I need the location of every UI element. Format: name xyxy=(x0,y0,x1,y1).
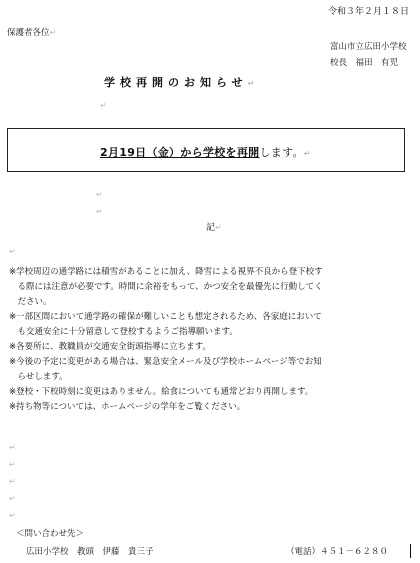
recipient-text: 保護者各位↵ xyxy=(7,28,57,38)
paragraph-mark: ↵ xyxy=(9,460,16,469)
paragraph-mark: ↵ xyxy=(96,207,103,216)
ki-text: 記 xyxy=(206,223,216,233)
page-title-text: 学校再開のお知らせ xyxy=(104,76,248,89)
paragraph-mark: ↵ xyxy=(9,494,16,503)
list-item: ※一部区間において通学路の確保が難しいことも想定されるため、各家庭において xyxy=(9,312,322,322)
principal-name: 校長 福田 有児 xyxy=(330,58,399,68)
list-item: ※各要所に、教職員が交通安全街頭指導に立ちます。 xyxy=(9,342,211,352)
contact-name: 広田小学校 教頭 伊藤 貴三子 xyxy=(26,547,154,557)
list-item: ださい。 xyxy=(9,297,52,307)
contact-phone: （電話）４５１－６２８０ xyxy=(286,547,389,557)
recipient-label: 保護者各位 xyxy=(7,28,50,38)
paragraph-mark: ↵ xyxy=(9,443,16,452)
paragraph-mark: ↵ xyxy=(9,477,16,486)
items-list xyxy=(9,266,420,466)
list-item: ※持ち物等については、ホームページの学年をご覧ください。 xyxy=(9,402,246,412)
list-item: も交通安全に十分留意して登校するようご指導願います。 xyxy=(9,327,238,337)
list-item: ※学校周辺の通学路には積雪があることに加え、降雪による視界不良から登下校す xyxy=(9,267,323,277)
list-item: る際には注意が必要です。時間に余裕をもって、かつ安全を最優先に行動してく xyxy=(9,282,323,292)
paragraph-mark: ↵ xyxy=(9,247,16,256)
headline-underlined: 2月19日（金）から学校を再開 xyxy=(100,146,260,159)
paragraph-mark: ↵ xyxy=(100,101,107,110)
ki-heading: 記↵ xyxy=(206,223,222,233)
text-cursor xyxy=(410,544,411,558)
announcement-headline: 2月19日（金）から学校を再開します。↵ xyxy=(100,146,311,159)
page-title: 学校再開のお知らせ↵ xyxy=(104,76,260,89)
headline-rest: します。 xyxy=(259,146,304,159)
contact-heading: ＜問い合わせ先＞ xyxy=(16,529,85,539)
school-name: 富山市立広田小学校 xyxy=(330,42,407,52)
list-item: ※登校・下校時刻に変更はありません。給食についても通常どおり再開します。 xyxy=(9,387,314,397)
list-item: らせします。 xyxy=(9,372,68,382)
list-item: ※今後の予定に変更がある場合は、緊急安全メール及び学校ホームページ等でお知 xyxy=(9,357,322,367)
date-text: 令和３年２月１８日 xyxy=(328,7,410,17)
paragraph-mark: ↵ xyxy=(9,511,16,520)
paragraph-mark: ↵ xyxy=(96,190,103,199)
